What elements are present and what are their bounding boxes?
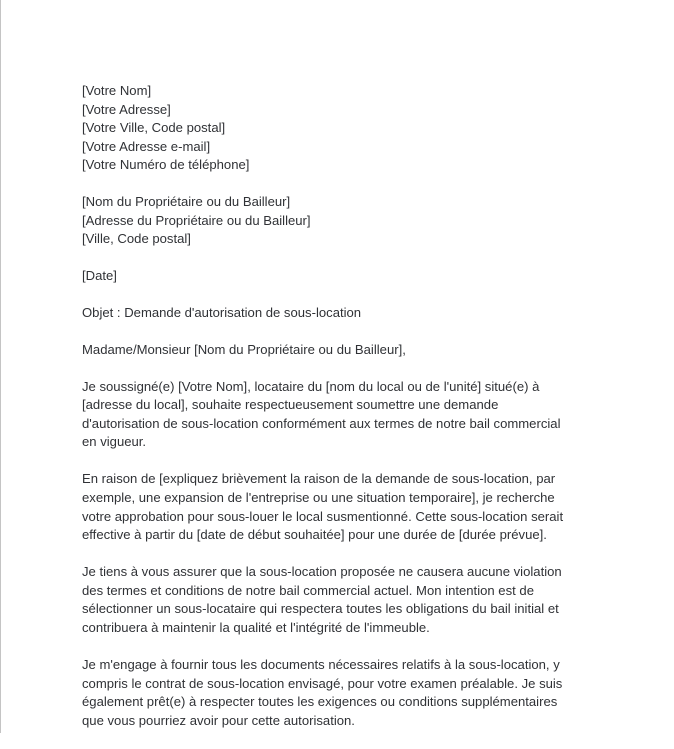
page-left-edge	[0, 0, 1, 733]
paragraph-line: Je soussigné(e) [Votre Nom], locataire du [nom du local ou de l'unité] situé(e) à	[82, 378, 540, 394]
body-paragraph-2	[82, 470, 592, 544]
paragraph-line: compris le contrat de sous-location envisagé, pour votre examen préalable. Je suis	[82, 675, 563, 691]
recipient-name: [Nom du Propriétaire ou du Bailleur]	[82, 193, 291, 209]
paragraph-line: votre approbation pour sous-louer le local susmentionné. Cette sous-location serait	[82, 508, 564, 524]
recipient-city: [Ville, Code postal]	[82, 231, 191, 247]
paragraph-line: Je tiens à vous assurer que la sous-location proposée ne causera aucune violation	[82, 564, 562, 580]
body-paragraph-1	[82, 378, 592, 452]
paragraph-line: contribuera à maintenir la qualité et l'intégrité de l'immeuble.	[82, 620, 430, 636]
paragraph-line: effective à partir du [date de début souhaitée] pour une durée de [durée prévue].	[82, 527, 547, 543]
paragraph-line: exemple, une expansion de l'entreprise ou une situation temporaire], je recherche	[82, 490, 555, 506]
paragraph-line: Je m'engage à fournir tous les documents nécessaires relatifs à la sous-location, y	[82, 657, 560, 672]
paragraph-line: que vous pourriez avoir pour cette autorisation.	[82, 712, 355, 728]
paragraph-line: d'autorisation de sous-location conformément aux termes de notre bail commercial	[82, 415, 561, 431]
sender-address: [Votre Adresse]	[82, 101, 171, 117]
letter-date: [Date]	[82, 267, 117, 283]
letter-subject: Objet : Demande d'autorisation de sous-location	[82, 304, 362, 320]
sender-email: [Votre Adresse e-mail]	[82, 138, 211, 154]
letter-salutation: Madame/Monsieur [Nom du Propriétaire ou du Bailleur],	[82, 341, 406, 357]
paragraph-line: En raison de [expliquez brièvement la raison de la demande de sous-location, par	[82, 471, 556, 487]
paragraph-line: en vigueur.	[82, 434, 147, 450]
recipient-address-block	[82, 193, 592, 249]
body-paragraph-4	[82, 656, 592, 730]
sender-city: [Votre Ville, Code postal]	[82, 120, 226, 136]
letter-document	[82, 82, 592, 749]
paragraph-line: [adresse du local], souhaite respectueusement soumettre une demande	[82, 397, 499, 413]
recipient-address: [Adresse du Propriétaire ou du Bailleur]	[82, 212, 311, 228]
paragraph-line: également prêt(e) à respecter toutes les exigences ou conditions supplémentaires	[82, 694, 558, 710]
paragraph-line: sélectionner un sous-locataire qui respectera toutes les obligations du bail initial et	[82, 601, 559, 617]
sender-name: [Votre Nom]	[82, 83, 152, 98]
paragraph-line: des termes et conditions de notre bail commercial actuel. Mon intention est de	[82, 582, 534, 598]
sender-address-block	[82, 82, 592, 175]
body-paragraph-3	[82, 563, 592, 637]
sender-phone: [Votre Numéro de téléphone]	[82, 157, 250, 173]
